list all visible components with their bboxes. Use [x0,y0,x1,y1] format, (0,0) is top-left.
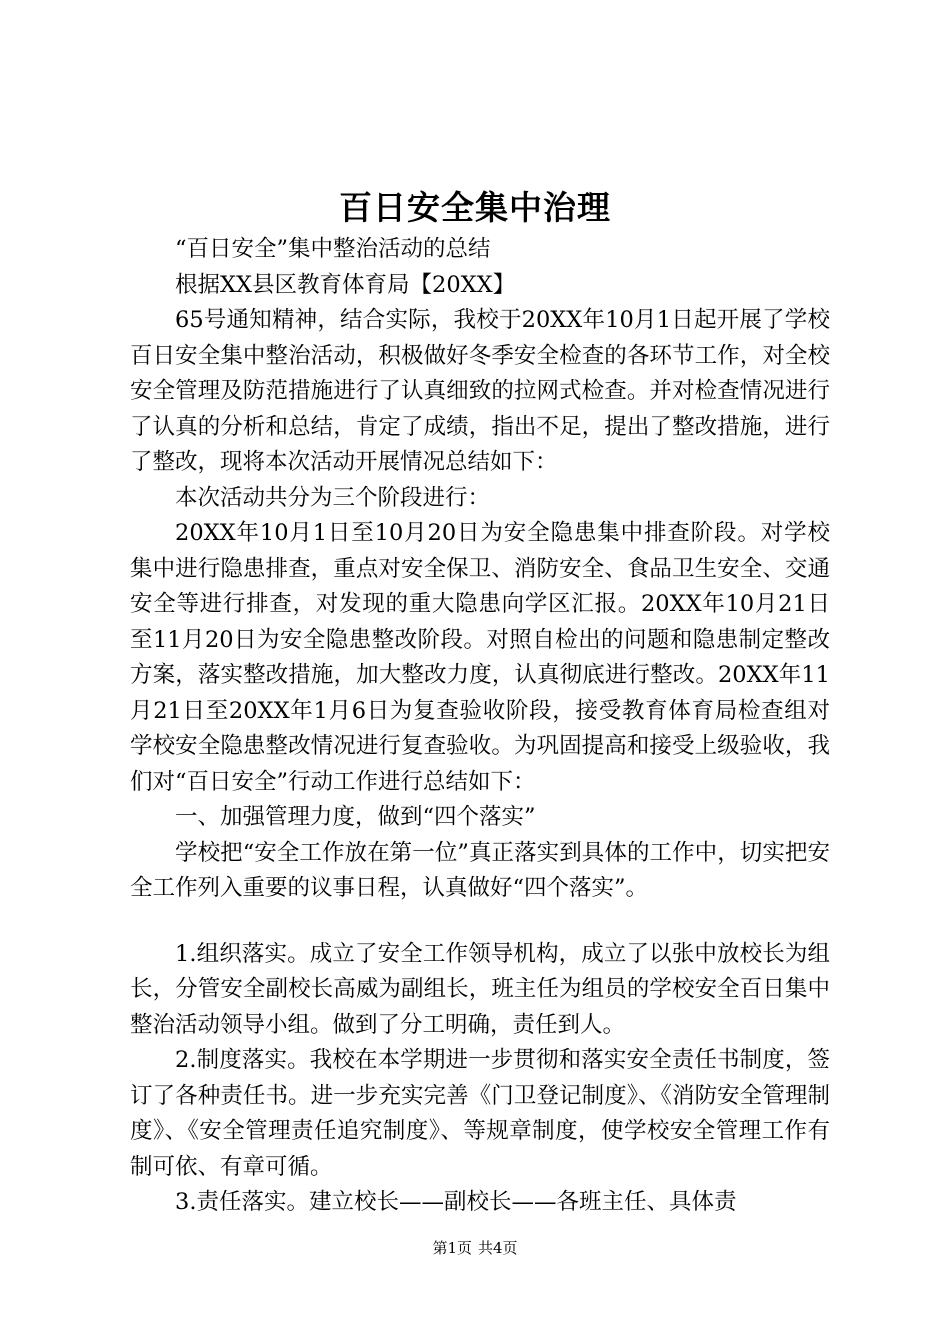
paragraph: 65号通知精神，结合实际，我校于20XX年10月1日起开展了学校百日安全集中整治活动，积极做好冬季安全检查的各环节工作，对全校安全管理及防范措施进行了认真细致的拉网式检查。并对检查情况进行了认真的分析和总结，肯定了成绩，指出不足，提出了整改措施，进行了整改，现将本次活动开展情况总结如下： [130,307,830,475]
document-subtitle: “百日安全”集中整治活动的总结 [175,236,491,262]
document-body [130,232,830,1221]
page-footer [0,1238,950,1258]
list-item: 2.制度落实。我校在本学期进一步贯彻和落实安全责任书制度，签订了各种责任书。进一步充实完善《门卫登记制度》、《消防安全管理制度》、《安全管理责任追究制度》、等规章制度，使学校安全管理工作有制可依、有章可循。 [130,1047,830,1180]
page-number: 第1页 [432,1239,472,1257]
paragraph: 20XX年10月1日至10月20日为安全隐患集中排查阶段。对学校集中进行隐患排查，重点对安全保卫、消防安全、食品卫生安全、交通安全等进行排查，对发现的重大隐患向学区汇报。20XX年10月21日至11月20日为安全隐患整改阶段。对照自检出的问题和隐患制定整改方案，落实整改措施，加大整改力度，认真彻底进行整改。20XX年11月21日至20XX年1月6日为复查验收阶段，接受教育体育局检查组对学校安全隐患整改情况进行复查验收。为巩固提高和接受上级验收，我们对“百日安全”行动工作进行总结如下： [130,520,830,795]
paragraph: 根据XX县区教育体育局【20XX】 [175,271,516,298]
document-title: 百日安全集中治理 [339,188,611,227]
list-item: 3.责任落实。建立校长——副校长——各班主任、具体责 [175,1189,737,1215]
paragraph: 本次活动共分为三个阶段进行： [175,484,491,511]
paragraph: 学校把“安全工作放在第一位”真正落实到具体的工作中，切实把安全工作列入重要的议事日程，认真做好“四个落实”。 [130,839,830,901]
page-total: 共4页 [478,1239,518,1257]
paragraph-spacer [130,907,830,937]
list-item: 1.组织落实。成立了安全工作领导机构，成立了以张中放校长为组长，分管安全副校长高威为副组长，班主任为组员的学校安全百日集中整治活动领导小组。做到了分工明确，责任到人。 [130,940,830,1038]
section-heading: 一、加强管理力度，做到“四个落实” [175,804,536,830]
